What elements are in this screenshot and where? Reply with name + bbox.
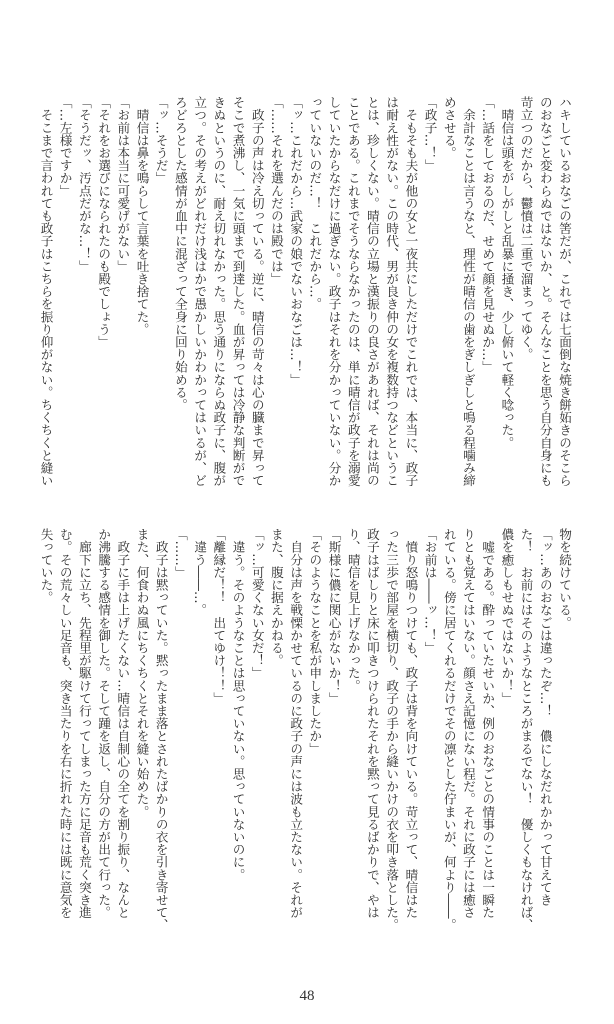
text-line: 「…話をしておるのだ、せめて顔を見せぬか…」 [480,96,496,374]
text-line: また、何食わぬ風にちくちくとそれを縫い始めた。 [134,528,150,818]
text-line: また、腹に据えかねる。 [268,528,284,667]
text-line: そこで煮沸し、一気に頭まで到達した。血が昇っては冷静な判断がで [230,96,246,487]
lower-text-block [34,528,574,938]
text-line: か沸騰する感情を御した。そして踵を返し、自分の方が出て行った。 [96,528,112,919]
text-line: 「お前は――ッ…！」 [422,528,438,654]
text-line: めさせる。 [441,96,457,159]
page-number: 48 [299,988,315,1004]
text-line: っていないのだ…！ これだから…。 [307,96,323,311]
text-line: 「ッ…あのおなごは違ったぞ…！ 儂にしなだれかかって甘えてき [537,528,553,906]
text-line: 「政子…！」 [422,96,438,172]
text-line: 「離縁だ！！ 出てゆけ！！」 [211,528,227,705]
text-line: 「それをお選びになられたのも殿でしょう」 [96,96,112,348]
text-line: そもそも夫が他の女と一夜共にしただけでこれでは、本当に、政子 [403,96,419,487]
text-line: していたからなだけに過ぎない。政子はそれを分かっていない。分か [326,96,342,487]
text-line: 「斯様に儂に関心がないか！」 [326,528,342,705]
text-line: 立つ。その考えがどれだけ浅はかで愚かしいかわかってはいるが、ど [192,96,208,487]
text-line: 「お前は本当に可愛げがない」 [115,96,131,273]
text-line: りとも覚えてはいない。顔さえ記憶にない程だ。それに政子には癒さ [460,528,476,919]
text-line: 違う。そのようなことは思っていない。思っていないのに。 [230,528,246,881]
text-line: り、晴信を見上げなかった。 [345,528,361,692]
text-line: った三歩で部屋を横切り、政子の手から縫いかけの衣を叩き落とした。 [384,528,400,932]
text-line: た！ お前にはそのようなところがまるでない！ 優しくもなければ、 [518,528,534,932]
text-line: 失っていた。 [38,528,54,604]
text-line: 物を続けている。 [557,528,572,629]
text-line: 余計なことは言うなと、理性が晴信の歯をぎしぎしと鳴る程噛み締 [460,96,476,487]
text-line: 政子に手は上げたくない…晴信は自制心の全てを割り振り、なんと [115,528,131,919]
text-line: 「ッ…可愛くない女だ！」 [249,528,265,680]
text-line: 違う――…。 [192,528,208,617]
text-line: 政子の声は冷え切っている。逆に、晴信の苛々は心の臓まで昇って [249,96,265,487]
text-line: 「……」 [172,528,188,579]
upper-text-block [34,96,574,501]
text-line: のおなごと変わらぬではないか、と。そんなことを思う自分自身にも [537,96,553,487]
text-line: 「そのようなことを私が申しましたか」 [307,528,323,755]
text-line: 自分は声を戦慄かせているのに政子の声には波も立たない。それが [288,528,304,919]
text-line: 政子は黙っていた。黙ったまま落とされたばかりの衣を引き寄せて、 [153,528,169,932]
text-line: 「…左様ですか」 [57,96,73,197]
text-line: きぬというのに、耐え切れなかった。思う通りにならぬ政子に、腹が [211,96,227,487]
text-line: 「ッ…これだから…武家の娘でないおなごは…！」 [288,96,304,386]
text-line: ハキしているおなごの筈だが、これでは七面倒な焼き餅妬きのそこら [557,96,572,487]
text-line: 「……それを選んだのは殿では」 [268,96,284,285]
text-line: 晴信は鼻を鳴らして言葉を吐き捨てた。 [134,96,150,336]
text-line: ことである。これまでそうならなかったのは、単に晴信が政子を溺愛 [345,96,361,487]
text-line: む。その荒々しい足音も、突き当たりを右に折れた時には既に意気を [57,528,73,919]
text-line: そこまで言われても政子はこちらを振り仰がない。ちくちくと縫い [38,96,54,487]
text-line: は耐え性がない。この時代、男が良き仲の女を複数持つなどというこ [384,96,400,487]
text-line: とは、珍しくない。晴信の立場と漢振りの良さがあれば、それは尚の [364,96,380,487]
text-line: 「そうだッ、汚点だがな…！」 [76,96,92,273]
text-line: れている。傍に居てくれるだけでその凛とした佇まいが、何より――。 [441,528,457,932]
text-line: 儂を癒しもせぬではないか！」 [499,528,515,705]
text-line: ろどろとした感情が血中に混ざって全身に回り始める。 [172,96,188,411]
text-line: 廊下に立ち、先程里が駆けて行ってしまった方に足音も荒く突き進 [76,528,92,919]
text-line: 嘘である。酔っていたせいか、例のおなごとの情事のことは一瞬た [480,528,496,919]
text-line: 苛立つのだから、鬱憤は二重で溜まってゆく。 [518,96,534,361]
text-line: 憤り怒鳴りつけても、政子は背を向けている。苛立って、晴信はた [403,528,419,919]
text-line: 政子はばしりと床に叩きつけられたそれを黙って見るばかりで、やは [364,528,380,919]
text-line: 晴信は頭をがしがしと乱暴に掻き、少し俯いて軽く唸った。 [499,96,515,449]
text-line: 「ッ…そうだ」 [153,96,169,185]
